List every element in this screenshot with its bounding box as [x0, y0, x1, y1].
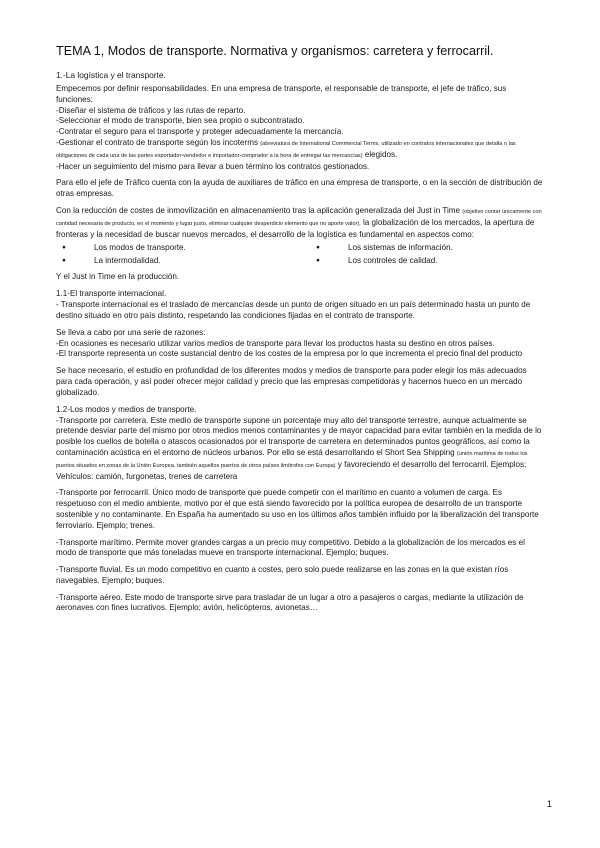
document-page: [56, 44, 544, 620]
paragraph-text: Se hace necesario, el estudio en profundidad de los diferentes modos y medios de transporte para poder elegir los más adecuados para cada operación, y así poder ofrecer mejor calidad y precio que las empresas competidoras y hacernos hueco en un mercado globalizado.: [56, 366, 527, 397]
paragraph-sea-transport: -Transporte marítimo. Permite mover grandes cargas a un precio muy competitivo. Debido a la globalización de los mercados es el modo de transporte que más toneladas mueve en transporte internacional. Ejemplo; buques.: [56, 537, 525, 558]
bullet-item: ● Los modos de transporte.: [56, 241, 290, 254]
paragraph-reasons: [56, 328, 544, 360]
function-item: -Contratar el seguro para el transporte y proteger adecuadamente la mercancía.: [56, 127, 344, 137]
paragraph-responsibilities: [56, 84, 544, 172]
document-title: TEMA 1, Modos de transporte. Normativa y organismos: carretera y ferrocarril.: [56, 44, 494, 58]
bullet-item: ● Los controles de calidad.: [310, 254, 544, 267]
bullet-item: ● Los sistemas de información.: [310, 241, 544, 254]
function-item: -Hacer un seguimiento del mismo para llevar a buen término los contratos gestionados.: [56, 161, 370, 171]
text-run: la globalización de los mercados, la apertura de fronteras y la necesidad de buscar nuevos mercados, el desarrollo de la logística es fundamental en aspectos como:: [56, 217, 535, 239]
paragraph-road-transport: [56, 416, 544, 483]
note-small: (abreviatura de International Commercial Terms, utilizado en contratos internacionales que detalla n las obligaciones de cada una de las partes exportador-vendedor e importador-comprador a la hora de entregar las mercancías): [56, 140, 516, 159]
paragraph-air-transport: -Transporte aéreo. Este modo de transporte sirve para trasladar de un lugar a otro a pasajeros o cargas, mediante la utilización de aeronaves con fines lucrativos. Ejemplo; avión, helicópteros, avionetas…: [56, 592, 524, 613]
section-heading-1-1: 1.1-El transporte internacional.: [56, 289, 167, 299]
bullet-list: [56, 241, 544, 267]
text-run: Con la reducción de costes de inmovilización en almacenamiento tras la aplicación generalizada del Just in Time: [56, 205, 461, 215]
page-number: 1: [546, 799, 552, 810]
note-small: (objetivo contar únicamente con cantidad necesaria de producto, en el momento y lugar justo, eliminar cualquier desperdicio elemento que no aporte valor),: [56, 208, 542, 227]
function-item: -Diseñar el sistema de tráficos y las rutas de reparto.: [56, 105, 246, 115]
text-run: -Transporte por carretera. Este medio de transporte supone un porcentaje muy alto del transporte terrestre, aunque actualmente se pretende desviar parte del mismo por otros medios menos contaminantes y de mayor capacidad para evitar también en la medida de lo posible los cuellos de botella o atascos ocasionados por el transporte de carretera en determinados puntos geográficos, así como la contaminación acústica en el entorno de núcleos urbanos. Por ello se está desarrollando el Short Sea Shipping: [56, 415, 542, 457]
function-item: -Seleccionar el modo de transporte, bien sea propio o subcontratado.: [56, 116, 305, 126]
paragraph-text: Y el Just in Time en la producción.: [56, 272, 180, 282]
paragraph-text: Empecemos por definir responsabilidades. En una empresa de transporte, el responsable de transporte, el jefe de tráfico, sus funciones:: [56, 84, 507, 104]
reason-item: -El transporte representa un coste sustancial dentro de los costes de la empresa por lo que incrementa el precio final del producto: [56, 349, 523, 359]
paragraph-just-in-time: [56, 206, 544, 240]
note-small: (unión marítima de todos los puertos situados en zonas de la Unión Europea, también aquellos puertos de otros países limítrofes con Europa): [56, 450, 528, 469]
section-heading-1: 1.-La logística y el transporte.: [56, 70, 166, 80]
text-run: -Gestionar el contrato de transporte según los incoterms: [56, 137, 258, 147]
paragraph-text: Se lleva a cabo por una serie de razones:: [56, 327, 206, 337]
paragraph-rail-transport: -Transporte por ferrocarril. Único modo de transporte que puede competir con el marítimo en cuanto a volumen de carga. Es respetuoso con el medio ambiente, motivo por el que está siendo favorecido por la política europea de desarrollo de un transporte sostenible y no contaminante. En España ha aumentado su uso en los últimos años también influido por la liberalización del transporte ferroviario. Ejemplo; trenes.: [56, 488, 539, 530]
section-heading-1-2: 1.2-Los modos y medios de transporte.: [56, 404, 197, 414]
text-run: elegidos.: [364, 149, 398, 159]
text-run: y favoreciendo el desarrollo del ferrocarril. Ejemplos; Vehículos: camión, furgonetas, trenes de carretera: [56, 459, 527, 481]
paragraph-text: - Transporte internacional es el traslado de mercancías desde un punto de origen situado en un país determinado hasta un punto de destino situado en otro país distinto, respetando las condiciones fijadas en el contrato de transporte.: [56, 300, 531, 320]
paragraph-text: Para ello el jefe de Tráfico cuenta con la ayuda de auxiliares de tráfico en una empresa de transporte, o en la sección de distribución de otras empresas.: [56, 178, 543, 199]
bullet-item: ● La intermodalidad.: [56, 254, 290, 267]
reason-item: -En ocasiones es necesario utilizar varios medios de transporte para llevar los productos hasta su destino en otros países.: [56, 338, 495, 348]
function-item-incoterms: [56, 138, 544, 162]
paragraph-river-transport: -Transporte fluvial. Es un modo competitivo en cuanto a costes, pero solo puede realizarse en las zonas en la que existan ríos navegables. Ejemplo; buques.: [56, 565, 509, 585]
